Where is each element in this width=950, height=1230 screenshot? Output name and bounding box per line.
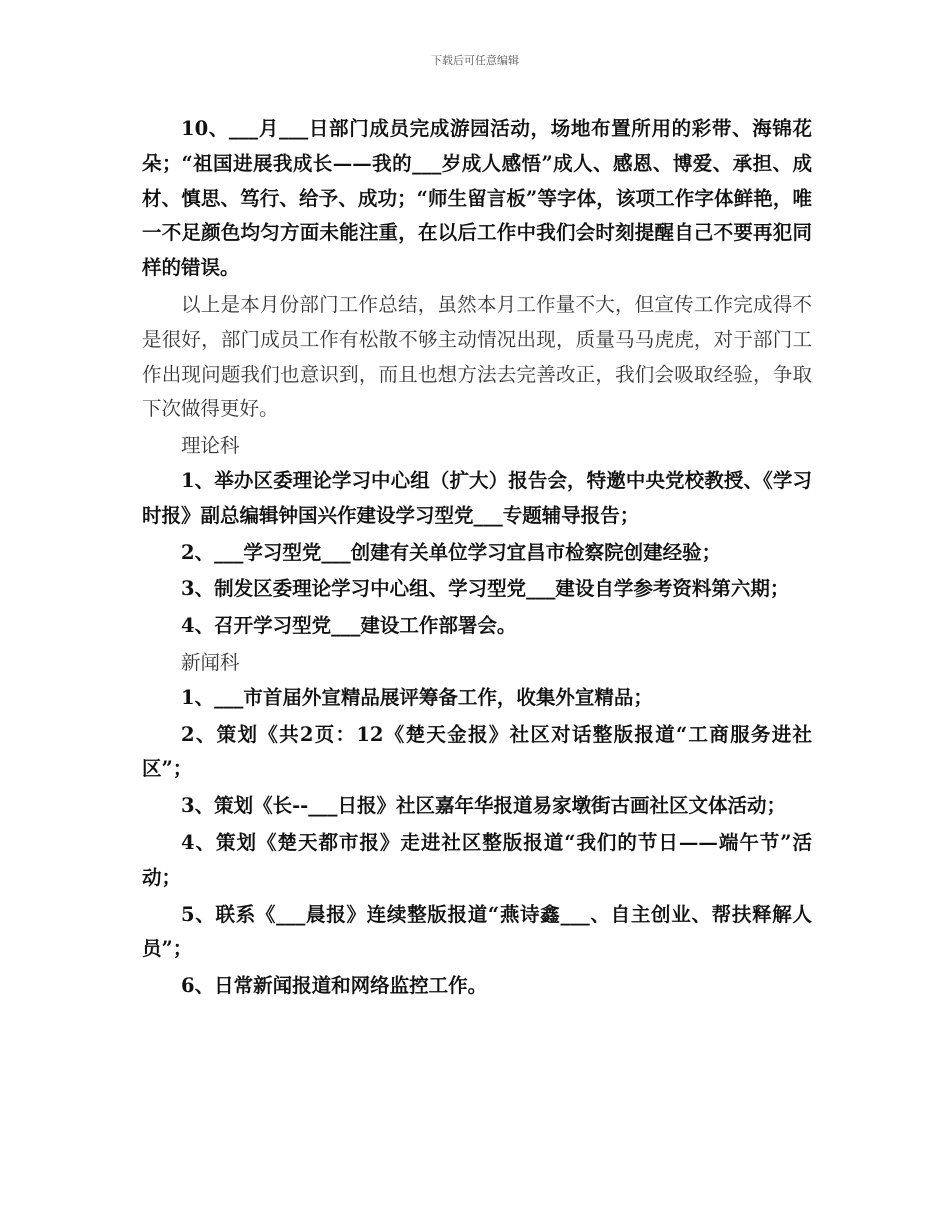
section-heading-theory: 理论科 xyxy=(181,434,240,458)
theory-item: 2、___学习型党___创建有关单位学习宜昌市检察院创建经验； xyxy=(181,540,722,564)
section-heading-news: 新闻科 xyxy=(181,650,240,674)
paragraph-item-10: 10、___月___日部门成员完成游园活动，场地布置所用的彩带、海锦花朵；“祖国进展我成长——我的___岁成人感悟”成人、感恩、博爱、承担、成材、慎思、笃行、给予、成功；“师生留言板”等字体，该项工作字体鲜艳，唯一不足颜色均匀方面未能注重，在以后工作中我们会时刻提醒自己不要再犯同样的错误。 xyxy=(142,117,812,280)
page-header: 下载后可任意编辑 xyxy=(431,54,519,67)
theory-item: 4、召开学习型党___建设工作部署会。 xyxy=(181,614,517,638)
news-item: 4、策划《楚天都市报》走进社区整版报道“我们的节日——端午节”活动； xyxy=(142,830,812,889)
document-body xyxy=(142,112,812,1006)
news-item: 2、策划《共2页：12《楚天金报》社区对话整版报道“工商服务进社区”； xyxy=(142,722,812,781)
news-item: 1、___市首届外宣精品展评筹备工作，收集外宣精品； xyxy=(181,685,653,709)
theory-item: 1、举办区委理论学习中心组（扩大）报告会，特邀中央党校教授、《学习时报》副总编辑钟国兴作建设学习型党___专题辅导报告； xyxy=(142,468,812,527)
news-item: 6、日常新闻报道和网络监控工作。 xyxy=(181,974,488,998)
summary-paragraph: 以上是本月份部门工作总结，虽然本月工作量不大，但宣传工作完成得不是很好，部门成员工作有松散不够主动情况出现，质量马马虎虎，对于部门工作出现问题我们也意识到，而且也想方法去完善改正，我们会吸取经验，争取下次做得更好。 xyxy=(142,292,812,421)
news-item: 3、策划《长--___日报》社区嘉年华报道易家墩街古画社区文体活动； xyxy=(181,794,787,818)
theory-item: 3、制发区委理论学习中心组、学习型党___建设自学参考资料第六期； xyxy=(181,577,790,601)
news-item: 5、联系《___晨报》连续整版报道“燕诗鑫___、自主创业、帮扶释解人员”； xyxy=(142,902,812,961)
